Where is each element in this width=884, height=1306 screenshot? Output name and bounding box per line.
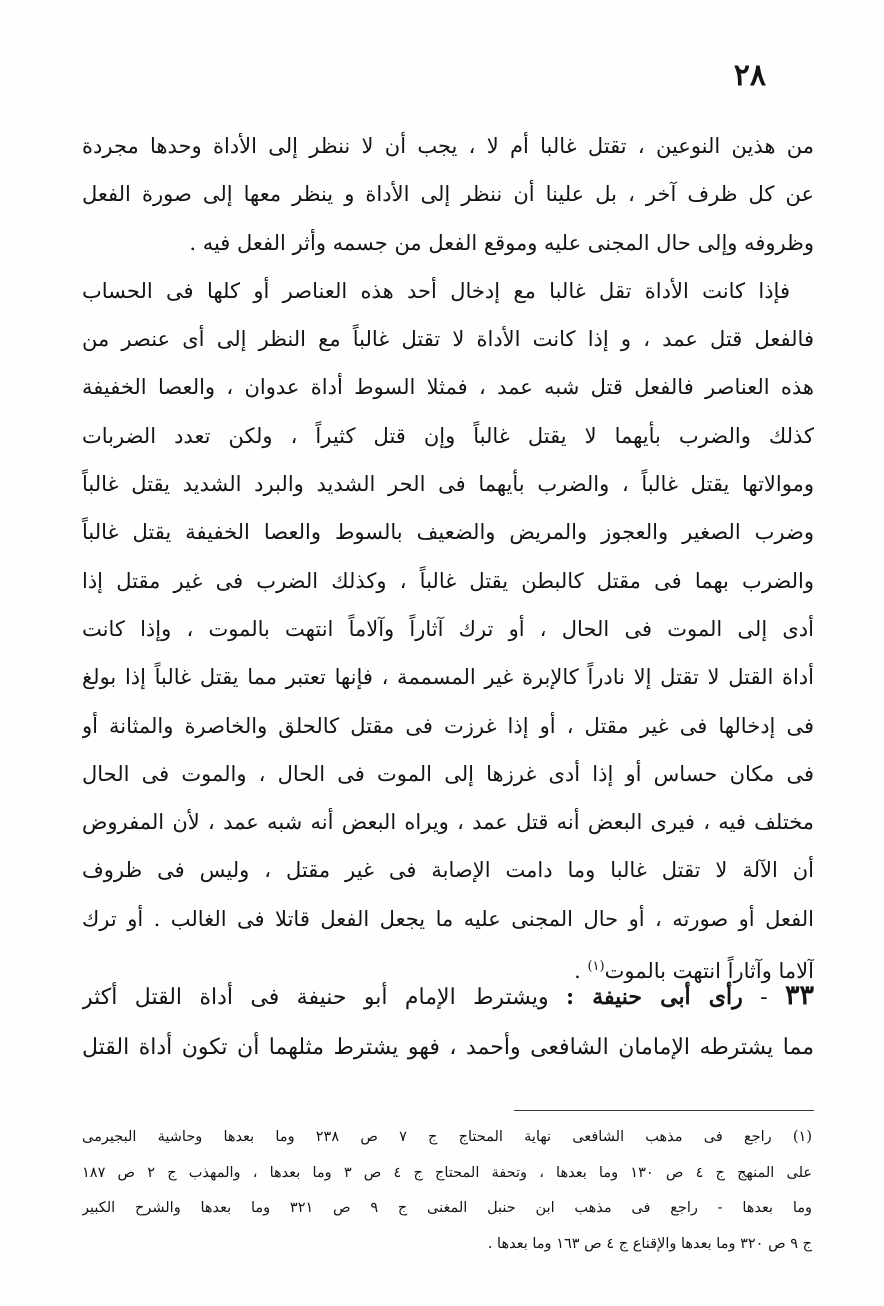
- body-text: [82, 122, 814, 991]
- text-line-4: فإذا كانت الأداة تقل غالبا مع إدخال أحد هذه العناصر أو كلها فى الحساب: [82, 278, 790, 303]
- footnote-separator: [514, 1110, 814, 1111]
- section-line-1-text: ويشترط الإمام أبو حنيفة فى أداة القتل أكثر: [82, 985, 567, 1010]
- text-line-8: وموالاتها يقتل غالباً ، والضرب بأيهما فى الحر الشديد والبرد الشديد يقتل غالباً: [82, 472, 814, 497]
- section-line-2: مما يشترطه الإمامان الشافعى وأحمد ، فهو يشترط مثلهما أن تكون أداة القتل: [82, 1035, 814, 1060]
- text-line-17: الفعل أو صورته ، أو حال المجنى عليه ما يجعل الفعل قاتلا فى الغالب . أو ترك: [82, 906, 814, 931]
- text-line-14: فى مكان حساس أو إذا أدى غرزها إلى الموت فى الحال ، والموت فى الحال: [82, 761, 814, 786]
- footnote-line-3: وما بعدها - راجع فى مذهب ابن حنبل المغنى ج ٩ ص ٣٢١ وما بعدها والشرح الكبير: [82, 1200, 812, 1216]
- section-heading: رأى أبى حنيفة :: [566, 984, 743, 1010]
- text-line-16: أن الآلة لا تقتل غالبا وما دامت الإصابة فى غير مقتل ، وليس فى ظروف: [82, 858, 814, 883]
- footnotes: [82, 1120, 812, 1262]
- text-line-9: وضرب الصغير والعجوز والمريض والضعيف بالسوط والعصا الخفيفة يقتل غالباً: [82, 520, 814, 545]
- footnote-reference: (١): [587, 959, 605, 975]
- text-line-13: فى إدخالها فى غير مقتل ، أو إذا غرزت فى مقتل كالحلق والخاصرة والمثانة أو: [82, 713, 814, 738]
- page-number: ٢٨: [733, 58, 766, 93]
- section-33: [82, 970, 814, 1074]
- text-line-5: فالفعل قتل عمد ، و إذا كانت الأداة لا تقتل غالباً مع النظر إلى أى عنصر من: [82, 327, 814, 352]
- text-line-7: كذلك والضرب بأيهما لا يقتل غالباً وإن قتل كثيراً ، ولكن تعدد الضربات: [82, 423, 814, 448]
- text-line-3: وظروفه وإلى حال المجنى عليه وموقع الفعل من جسمه وأثر الفعل فيه .: [189, 230, 814, 255]
- text-line-11: أدى إلى الموت فى الحال ، أو ترك آثاراً وآلاماً انتهت بالموت ، وإذا كانت: [82, 616, 814, 641]
- text-line-1: من هذين النوعين ، تقتل غالبا أم لا ، يجب أن لا ننظر إلى الأداة وحدها مجردة: [82, 134, 814, 158]
- text-line-18-stop: .: [574, 959, 588, 984]
- text-line-2: عن كل ظرف آخر ، بل علينا أن ننظر إلى الأداة و ينظر معها إلى صورة الفعل: [82, 182, 814, 207]
- text-line-18-content: آلاما وآثاراً انتهت بالموت: [604, 959, 814, 984]
- text-line-12: أداة القتل لا تقتل إلا نادراً كالإبرة غير المسممة ، فإنها تعتبر مما يقتل غالباً إذا بولغ: [82, 665, 814, 690]
- section-dash: -: [742, 985, 785, 1010]
- text-line-15: مختلف فيه ، فيرى البعض أنه قتل عمد ، ويراه البعض أنه شبه عمد ، لأن المفروض: [82, 810, 814, 835]
- footnote-line-2: على المنهج ج ٤ ص ١٣٠ وما بعدها ، وتحفة المحتاج ج ٤ ص ٣ وما بعدها ، والمهذب ج ٢ ص ١٨٧: [82, 1164, 812, 1181]
- text-line-10: والضرب بهما فى مقتل كالبطن يقتل غالباً ، وكذلك الضرب فى غير مقتل إذا: [82, 568, 814, 593]
- footnote-line-1: (١) راجع فى مذهب الشافعى نهاية المحتاج ج ٧ ص ٢٣٨ وما بعدها وحاشية البجيرمى: [82, 1129, 812, 1145]
- section-line-1: [82, 970, 814, 1022]
- footnote-line-4: ج ٩ ص ٣٢٠ وما بعدها والإقناع ج ٤ ص ١٦٣ وما بعدها .: [487, 1235, 812, 1252]
- text-line-6: هذه العناصر فالفعل قتل شبه عمد ، فمثلا السوط أداة عدوان ، والعصا الخفيفة: [82, 375, 814, 400]
- section-number: ٣٣: [785, 980, 814, 1011]
